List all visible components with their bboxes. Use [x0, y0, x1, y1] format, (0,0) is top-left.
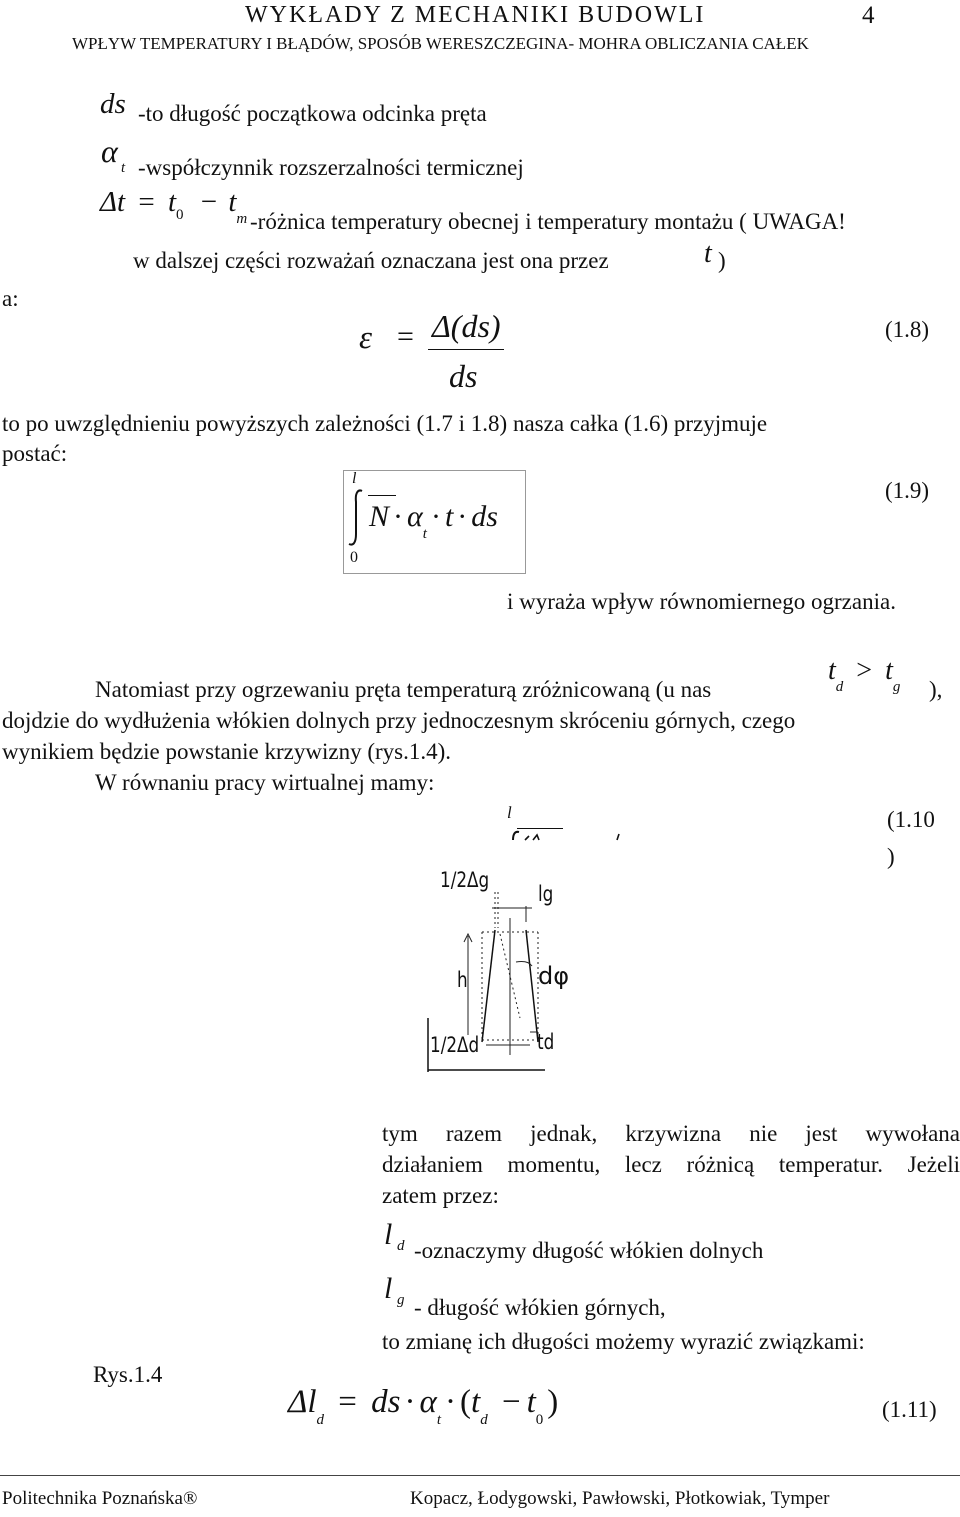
eq110-number-part2: ): [887, 844, 895, 869]
eq111-lhs: Δl: [288, 1384, 317, 1420]
result-line: i wyraża wpływ równomiernego ogrzania.: [507, 589, 896, 614]
eq18-lhs: ε: [359, 320, 373, 356]
eq19-upper-limit: l: [352, 470, 357, 487]
cond-tg: t: [885, 655, 893, 686]
eq19-alpha-sub: t: [422, 526, 427, 542]
eq19-integral-sign: [345, 488, 369, 548]
a-label: a:: [2, 286, 19, 311]
eq111-td: t: [471, 1384, 481, 1420]
eq111-close: ): [547, 1384, 559, 1420]
eq111-lhs-sub: d: [316, 1412, 325, 1428]
eq111-alpha-sub: t: [436, 1412, 442, 1428]
paragraph2-condition: [828, 655, 901, 695]
paragraph3-line3: zatem przez:: [382, 1183, 499, 1208]
note-line-symbol: t: [704, 238, 712, 269]
cond-gt: >: [856, 655, 873, 686]
delta-t-tm-sub: m: [236, 211, 248, 227]
delta-t-tm: t: [228, 186, 237, 218]
eq18-eq: =: [397, 320, 414, 353]
paragraph3-line1: tym razem jednak, krzywizna nie jest wywołana: [382, 1121, 960, 1146]
paragraph2-line2: dojdzie do wydłużenia włókien dolnych przy jednoczesnym skróceniu górnych, czego: [2, 708, 796, 733]
fig-label-half-dg: 1/2Δg: [440, 868, 490, 892]
ld-symbol: l: [384, 1218, 393, 1251]
eq19-alpha: α: [407, 500, 423, 533]
paragraph2-line4: W równaniu pracy wirtualnej mamy:: [95, 770, 435, 795]
paragraph1-line1: to po uwzględnieniu powyższych zależności (1.7 i 1.8) nasza całka (1.6) przyjmuje: [2, 411, 768, 436]
paragraph3-last-line: to zmianę ich długości możemy wyrazić związkami:: [382, 1329, 865, 1354]
eq18-denominator: ds: [449, 358, 478, 394]
fig-label-td: td: [537, 1030, 555, 1054]
eq19-expression: [369, 500, 498, 542]
eq19-overline: [368, 495, 396, 496]
ld-text: -oznaczymy długość włókien dolnych: [414, 1238, 764, 1263]
eq19-t: t: [444, 500, 454, 533]
eq111-dot1: ·: [404, 1384, 416, 1420]
eq111-number: (1.11): [882, 1397, 937, 1422]
definition-ds-text: -to długość początkowa odcinka pręta: [138, 101, 487, 126]
eq111-t0: t: [526, 1384, 536, 1420]
cond-tg-sub: g: [892, 679, 901, 695]
eq19-N: N: [369, 500, 390, 533]
delta-t-eq: =: [138, 186, 155, 218]
eq19-ds: ds: [471, 500, 498, 533]
eq18-fraction-bar: [428, 349, 504, 350]
eq111-td-sub: d: [480, 1412, 488, 1428]
eq19-number: (1.9): [885, 478, 930, 503]
footer-left: Politechnika Poznańska®: [2, 1488, 198, 1509]
delta-t-t0-sub: 0: [176, 207, 184, 223]
eq111-ds: ds: [371, 1384, 401, 1420]
eq110-number-part1: (1.10: [887, 807, 935, 832]
header-title: WYKŁADY Z MECHANIKI BUDOWLI: [245, 2, 706, 28]
eq110-cut-expression: [505, 828, 625, 842]
eq111-eq: =: [338, 1384, 357, 1420]
fig-label-lg: lg: [538, 882, 554, 906]
cond-td: t: [828, 655, 836, 686]
figure-caption: Rys.1.4: [93, 1362, 163, 1387]
delta-t-lhs: Δt: [100, 186, 126, 218]
eq19-dot1: ·: [393, 500, 404, 533]
symbol-alpha: α: [101, 133, 118, 169]
symbol-ds: ds: [100, 88, 126, 120]
paragraph3-line2: działaniem momentu, lecz różnicą temperatur. Jeżeli: [382, 1152, 960, 1177]
eq111-open: (: [460, 1384, 472, 1420]
delta-t-minus: −: [200, 186, 218, 218]
eq111-dot2: ·: [445, 1384, 457, 1420]
ld-sub: d: [397, 1238, 405, 1254]
note-line-text: w dalszej części rozważań oznaczana jest ona przez: [133, 248, 609, 273]
page-number: 4: [862, 2, 875, 29]
delta-t-t0: t: [167, 186, 176, 218]
eq111-expression: [288, 1384, 559, 1428]
eq111-t0-sub: 0: [535, 1412, 544, 1428]
definition-alpha-text: -współczynnik rozszerzalności termicznej: [138, 155, 524, 180]
eq19-lower-limit: 0: [350, 549, 358, 566]
eq19-dot3: ·: [457, 500, 468, 533]
fig-label-half-dd: 1/2Δd: [430, 1033, 480, 1057]
fig-label-h: h: [457, 968, 468, 992]
paragraph1-line2: postać:: [2, 441, 68, 466]
note-line-close: ): [718, 248, 726, 273]
eq111-alpha: α: [419, 1384, 437, 1420]
paragraph2-line1: Natomiast przy ogrzewaniu pręta temperaturą zróżnicowaną (u nas: [95, 677, 712, 702]
fig-label-dphi: dφ: [538, 962, 570, 990]
lg-symbol: l: [384, 1272, 393, 1305]
footer-right: Kopacz, Łodygowski, Pawłowski, Płotkowiak, Tymper: [410, 1488, 830, 1509]
eq110-upper-limit: l: [507, 803, 512, 822]
eq18-number: (1.8): [885, 317, 930, 342]
lg-sub: g: [397, 1292, 405, 1308]
paragraph2-line3: wynikiem będzie powstanie krzywizny (rys.1.4).: [2, 739, 452, 764]
definition-delta-t-text: -różnica temperatury obecnej i temperatury montażu ( UWAGA!: [250, 209, 846, 234]
symbol-alpha-sub: t: [121, 160, 126, 176]
eq-delta-t: [100, 186, 248, 227]
header-subtitle: WPŁYW TEMPERATURY I BŁĄDÓW, SPOSÓB WERESZCZEGINA- MOHRA OBLICZANIA CAŁEK: [72, 34, 809, 53]
eq111-minus: −: [501, 1384, 521, 1420]
footer-divider: [0, 1475, 960, 1476]
lg-text: - długość włókien górnych,: [414, 1295, 666, 1320]
eq18-numerator: Δ(ds): [432, 308, 501, 344]
cond-td-sub: d: [835, 679, 844, 695]
eq19-dot2: ·: [430, 500, 441, 533]
paragraph2-line1-end: ),: [929, 677, 943, 702]
